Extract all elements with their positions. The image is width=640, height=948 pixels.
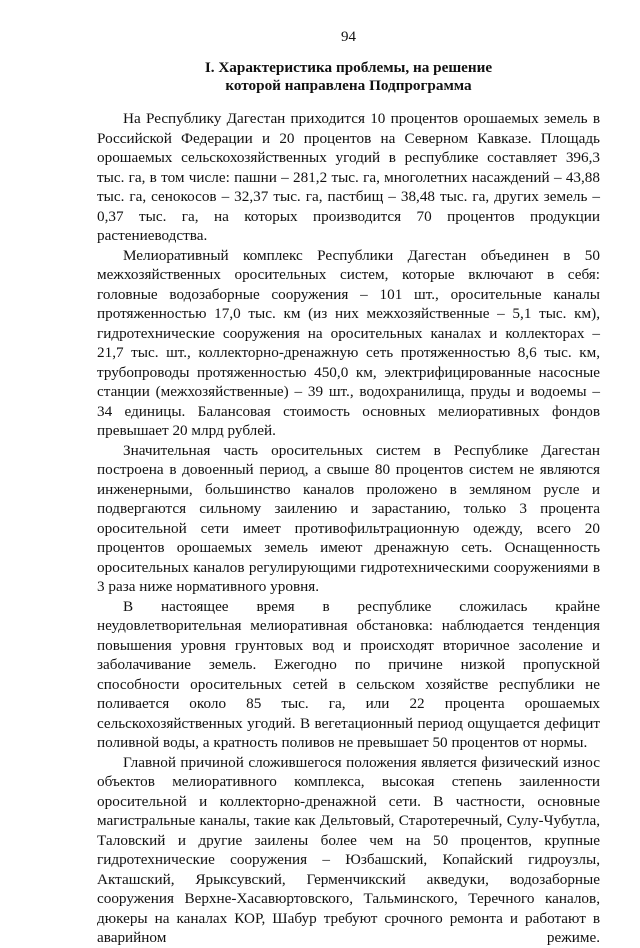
section-heading-line-2: которой направлена Подпрограмма — [225, 77, 472, 94]
section-heading — [97, 59, 600, 95]
body-paragraph-4: В настоящее время в республике сложилась крайне неудовлетворительная мелиоративная обстановка: наблюдается тенденция повышения уровня грунтовых вод и происходят вторичное засоление и заболачивание земель. Ежегодно по причине низкой пропускной способности оросительных сетей в сельском хозяйстве республики не поливается около 85 тыс. га, или 22 процента орошаемых сельскохозяйственных угодий. В вегетационный период ощущается дефицит поливной воды, а кратность поливов не превышает 50 процентов от нормы. — [97, 597, 600, 751]
page-number: 94 — [341, 29, 356, 45]
body-paragraph-5: Главной причиной сложившегося положения является физический износ объектов мелиоративного комплекса, высокая степень заиленности оросительной и коллекторно-дренажной сети. В частности, основные магистральные каналы, такие как Дельтовый, Старотеречный, Сулу-Чубутла, Таловский и другие заилены более чем на 50 процентов, крупные гидротехнические сооружения – Юзбашский, Копайский гидроузлы, Акташский, Ярыксувский, Герменчикский акведуки, водозаборные сооружения Верхне-Хасавюртовского, Тальминского, Теречного каналов, дюкеры на каналах КОР, Шабур требуют срочного ремонта и работают в аварийном режиме. — [97, 753, 600, 946]
section-heading-line-1: I. Характеристика проблемы, на решение — [204, 59, 493, 76]
body-paragraph-1: На Республику Дагестан приходится 10 процентов орошаемых земель в Российской Федерации и 20 процентов на Северном Кавказе. Площадь орошаемых сельскохозяйственных угодий в республике составляет 396,3 тыс. га, в том числе: пашни – 281,2 тыс. га, многолетних насаждений – 43,88 тыс. га, сенокосов – 32,37 тыс. га, пастбищ – 38,48 тыс. га, других земель – 0,37 тыс. га, на которых производится 70 процентов продукции растениеводства. — [97, 110, 600, 244]
body-paragraph-3: Значительная часть оросительных систем в Республике Дагестан построена в довоенный период, а свыше 80 процентов систем не являются инженерными, большинство каналов проложено в земляном русле и подвергаются сильному заилению и зарастанию, только 3 процента оросительной сети имеет противофильтрационную одежду, всего 20 процентов орошаемых земель имеют дренажную сеть. Оснащенность оросительных каналов регулирующими гидротехническими сооружениями в 3 раза ниже нормативного уровня. — [97, 441, 600, 595]
body-paragraph-2: Мелиоративный комплекс Республики Дагестан объединен в 50 межхозяйственных оросительных систем, которые включают в себя: головные водозаборные сооружения – 101 шт., оросительные каналы протяженностью 17,0 тыс. км (из них межхозяйственные – 5,1 тыс. км), гидротехнические сооружения на оросительных каналах и коллекторах – 21,7 тыс. шт., коллекторно-дренажную сеть протяженностью 8,6 тыс. км, трубопроводы протяженностью 450,0 км, электрифицированные насосные станции (межхозяйственные) – 39 шт., водохранилища, пруды и водоемы – 34 единицы. Балансовая стоимость основных мелиоративных фондов превышает 20 млрд рублей. — [97, 246, 600, 439]
